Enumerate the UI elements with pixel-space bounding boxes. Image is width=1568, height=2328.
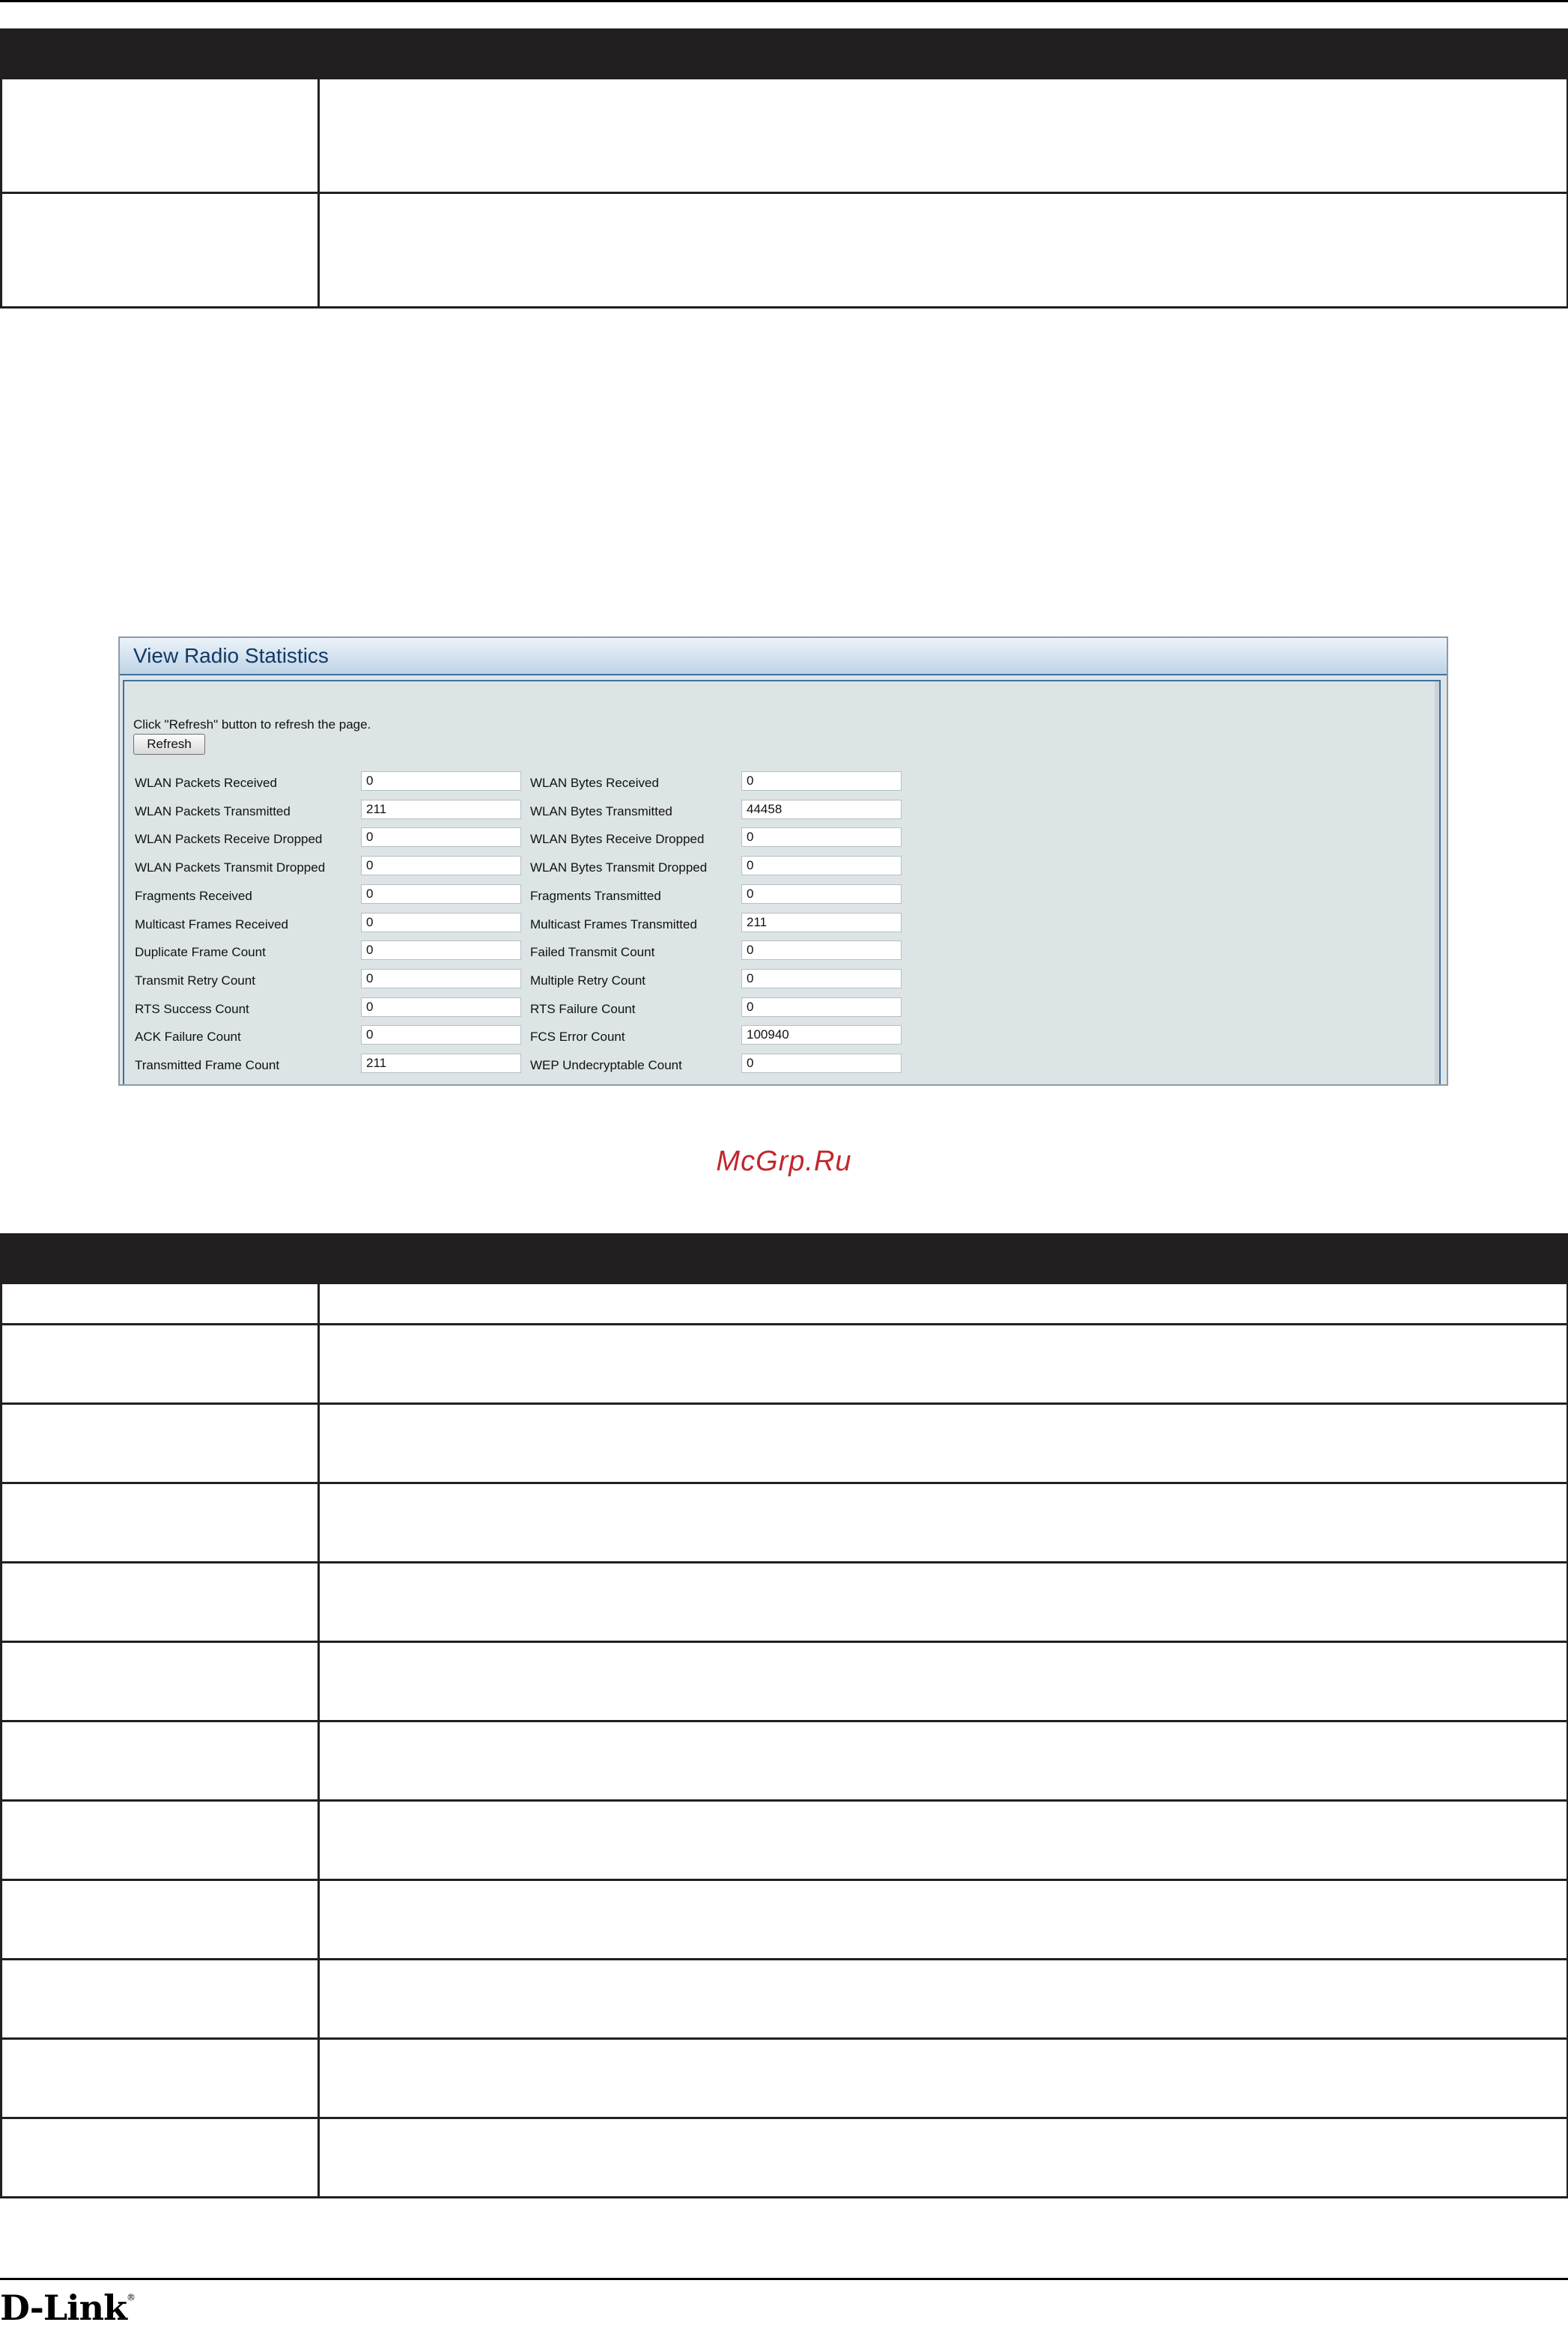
radio-statistics-panel xyxy=(118,636,1448,1086)
table-row xyxy=(1,2039,1568,2118)
table-row xyxy=(1,1563,1568,1642)
stat-label-left: RTS Success Count xyxy=(135,1001,249,1016)
panel-title: View Radio Statistics xyxy=(120,638,1447,675)
stat-label-right: Fragments Transmitted xyxy=(530,888,661,903)
stat-row xyxy=(124,1052,948,1079)
stat-label-right: FCS Error Count xyxy=(530,1030,625,1045)
stat-value-right-field[interactable]: 0 xyxy=(741,1054,902,1073)
dlink-logo xyxy=(0,2288,135,2328)
stat-label-left: ACK Failure Count xyxy=(135,1030,241,1045)
stat-value-right-field[interactable]: 0 xyxy=(741,827,902,847)
stat-value-right-field[interactable]: 100940 xyxy=(741,1025,902,1045)
stat-label-right: WLAN Bytes Transmitted xyxy=(530,803,672,818)
stat-value-right-field[interactable]: 44458 xyxy=(741,800,902,819)
stat-label-left: WLAN Packets Receive Dropped xyxy=(135,832,323,847)
table-header-row xyxy=(1,1235,1568,1283)
stat-label-right: WLAN Bytes Transmit Dropped xyxy=(530,860,708,875)
stat-label-right: RTS Failure Count xyxy=(530,1001,636,1016)
stat-label-left: Fragments Received xyxy=(135,888,252,903)
stat-value-right-field[interactable]: 0 xyxy=(741,856,902,875)
table-row xyxy=(1,1325,1568,1404)
logo-registered-mark: ® xyxy=(126,2292,135,2303)
stat-value-left-field[interactable]: 0 xyxy=(361,1025,521,1045)
table-header-row xyxy=(1,30,1568,79)
stat-value-right-field[interactable]: 0 xyxy=(741,771,902,791)
stat-row xyxy=(124,1024,948,1051)
stat-row xyxy=(124,854,948,881)
stat-value-right-field[interactable]: 0 xyxy=(741,940,902,960)
table-row xyxy=(1,1880,1568,1960)
refresh-button[interactable]: Refresh xyxy=(133,734,205,755)
parameter-table-top xyxy=(0,28,1568,309)
stat-label-left: WLAN Packets Transmit Dropped xyxy=(135,860,326,875)
bottom-rule xyxy=(0,2278,1568,2280)
stat-value-left-field[interactable]: 0 xyxy=(361,940,521,960)
table-row xyxy=(1,1404,1568,1483)
stat-value-left-field[interactable]: 0 xyxy=(361,856,521,875)
stat-value-left-field[interactable]: 0 xyxy=(361,771,521,791)
watermark: McGrp.Ru xyxy=(716,1146,852,1177)
table-row xyxy=(1,1721,1568,1801)
stat-label-left: Multicast Frames Received xyxy=(135,917,289,931)
stat-label-left: Transmit Retry Count xyxy=(135,973,255,988)
refresh-note: Click "Refresh" button to refresh the page. xyxy=(133,717,371,732)
table-row xyxy=(1,2118,1568,2198)
table-row xyxy=(1,79,1568,193)
stat-label-right: WLAN Bytes Receive Dropped xyxy=(530,832,705,847)
stat-value-right-field[interactable]: 0 xyxy=(741,969,902,988)
stat-row xyxy=(124,939,948,966)
top-rule xyxy=(0,0,1568,2)
stat-label-right: Multiple Retry Count xyxy=(530,973,646,988)
stat-value-left-field[interactable]: 0 xyxy=(361,913,521,932)
table-row xyxy=(1,1801,1568,1880)
stat-value-left-field[interactable]: 211 xyxy=(361,800,521,819)
table-row xyxy=(1,1283,1568,1325)
stat-label-right: WEP Undecryptable Count xyxy=(530,1058,682,1072)
stat-value-left-field[interactable]: 0 xyxy=(361,997,521,1017)
table-row xyxy=(1,1642,1568,1721)
stat-value-right-field[interactable]: 211 xyxy=(741,913,902,932)
stat-label-left: Duplicate Frame Count xyxy=(135,945,266,960)
table-row xyxy=(1,1960,1568,2039)
logo-text: D-Link xyxy=(0,2288,127,2328)
stat-label-left: WLAN Packets Transmitted xyxy=(135,803,291,818)
stat-label-left: WLAN Packets Received xyxy=(135,776,277,790)
stat-row xyxy=(124,770,948,797)
stat-row xyxy=(124,967,948,994)
parameter-table-bottom xyxy=(0,1233,1568,2198)
stat-label-left: Transmitted Frame Count xyxy=(135,1058,280,1072)
stat-row xyxy=(124,883,948,910)
stat-label-right: Failed Transmit Count xyxy=(530,945,655,960)
panel-body xyxy=(123,680,1441,1084)
stat-value-left-field[interactable]: 211 xyxy=(361,1054,521,1073)
stat-value-left-field[interactable]: 0 xyxy=(361,827,521,847)
panel-edge xyxy=(1435,681,1439,1084)
stat-label-right: WLAN Bytes Received xyxy=(530,776,659,790)
stat-row xyxy=(124,911,948,938)
stat-value-right-field[interactable]: 0 xyxy=(741,997,902,1017)
table-row xyxy=(1,193,1568,308)
stat-row xyxy=(124,826,948,853)
table-row xyxy=(1,1483,1568,1563)
stat-value-right-field[interactable]: 0 xyxy=(741,884,902,904)
stat-row xyxy=(124,798,948,825)
stat-value-left-field[interactable]: 0 xyxy=(361,969,521,988)
stat-label-right: Multicast Frames Transmitted xyxy=(530,917,697,931)
stat-value-left-field[interactable]: 0 xyxy=(361,884,521,904)
stat-row xyxy=(124,996,948,1023)
